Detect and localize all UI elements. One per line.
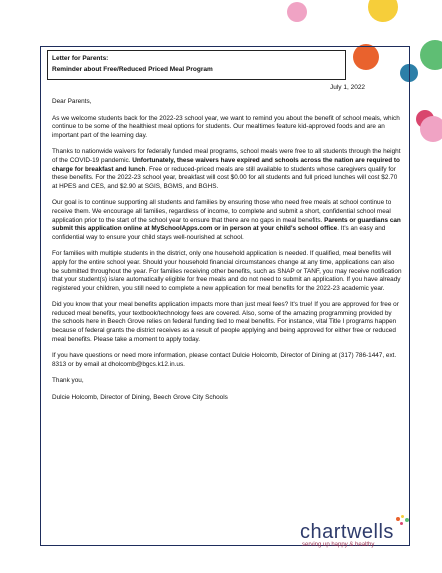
closing: Thank you, <box>52 377 84 385</box>
decor-circle-pink-top <box>287 2 307 22</box>
paragraph-2-a: Thanks to nationwide waivers for federally funded meal programs, school meals were free to all students through the height of the COVID-19 pandemic. <box>52 148 401 164</box>
signature: Dulcie Holcomb, Director of Dining, Beech Grove City Schools <box>52 394 228 402</box>
paragraph-3-c: . It's an easy and confidential way to ensure your child stays well-nourished at school. <box>52 225 386 241</box>
paragraph-4: For families with multiple students in the district, only one household application is needed. If qualified, meal benefits will apply for the entire school year. Should your household financial circumstances change at any time, applications can also be submitted throughout the year. For families receiving other benefits, such as SNAP or TANF, you may receive notification that your student(s) is/are automatically eligible for free meals and do not need to submit an application. If you have already registered your children, you still need to complete a new application for meal benefits for the 2022-23 academic year. <box>52 250 402 292</box>
chartwells-logo <box>300 521 435 548</box>
paragraph-1: As we welcome students back for the 2022-23 school year, we want to remind you about the benefit of school meals, which continue to be some of the healthiest meal options for students. Our mealtimes feature kid-approved foods and are an important part of the learning day. <box>52 114 400 139</box>
letter-body <box>52 98 402 411</box>
greeting: Dear Parents, <box>52 98 92 105</box>
decor-circle-pink-right <box>420 116 442 142</box>
paragraph-3 <box>52 199 402 242</box>
paragraph-2-bold: Unfortunately, these waivers have expired and schools across the nation are required to charge for breakfast and lunch <box>52 156 400 173</box>
decor-circle-yellow <box>368 0 398 22</box>
paragraph-3-a: Our goal is to continue supporting all students and families by ensuring those who need free meals at school continue to receive them. We encourage all families, regardless of income, to complete and submit a short, confidential school meal application prior to the start of the school year to ensure that there are no gaps in meal benefits. <box>52 199 392 224</box>
header-line-2: Reminder about Free/Reduced Priced Meal Program <box>52 66 213 73</box>
letter-header <box>47 50 346 80</box>
paragraph-6: If you have questions or need more information, please contact Dulcie Holcomb, Director of Dining at (317) 786-1447, ext. 8313 or by email at dholcomb@bgcs.k12.in.us. <box>52 352 397 368</box>
decor-circle-green <box>420 40 442 70</box>
paragraph-2-c: . Free or reduced-priced meals are still available to students whose caregivers qualify for these benefits. For the 2022-23 school year, breakfast will cost $0.00 for all students and full priced lunches will cost $2.70 at HPES and CES, and $2.90 at SGIS, BGMS, and BGHS. <box>52 165 398 190</box>
paragraph-3-bold: Parents or guardians can submit this application online at MySchoolApps.com or in person at your child's school office <box>52 216 401 233</box>
header-line-1: Letter for Parents: <box>52 55 109 62</box>
letter-date: July 1, 2022 <box>330 84 366 91</box>
logo-tagline: serving up happy & healthy <box>302 542 375 548</box>
paragraph-5: Did you know that your meal benefits application impacts more than just meal fees? It's true! If you are approved for free or reduced meal benefits, your textbook/technology fees are covered. Also, some of the amazing programming provided by the schools here in Beech Grove relies on federal funding tied to meal benefits. For instance, vital Title I programs happen because of federal grants the district receives as a result of people applying and being approved for either free or reduced meal benefits. Please take a moment to apply today. <box>52 301 399 343</box>
logo-wordmark: chartwells <box>300 521 394 543</box>
paragraph-2 <box>52 148 402 191</box>
